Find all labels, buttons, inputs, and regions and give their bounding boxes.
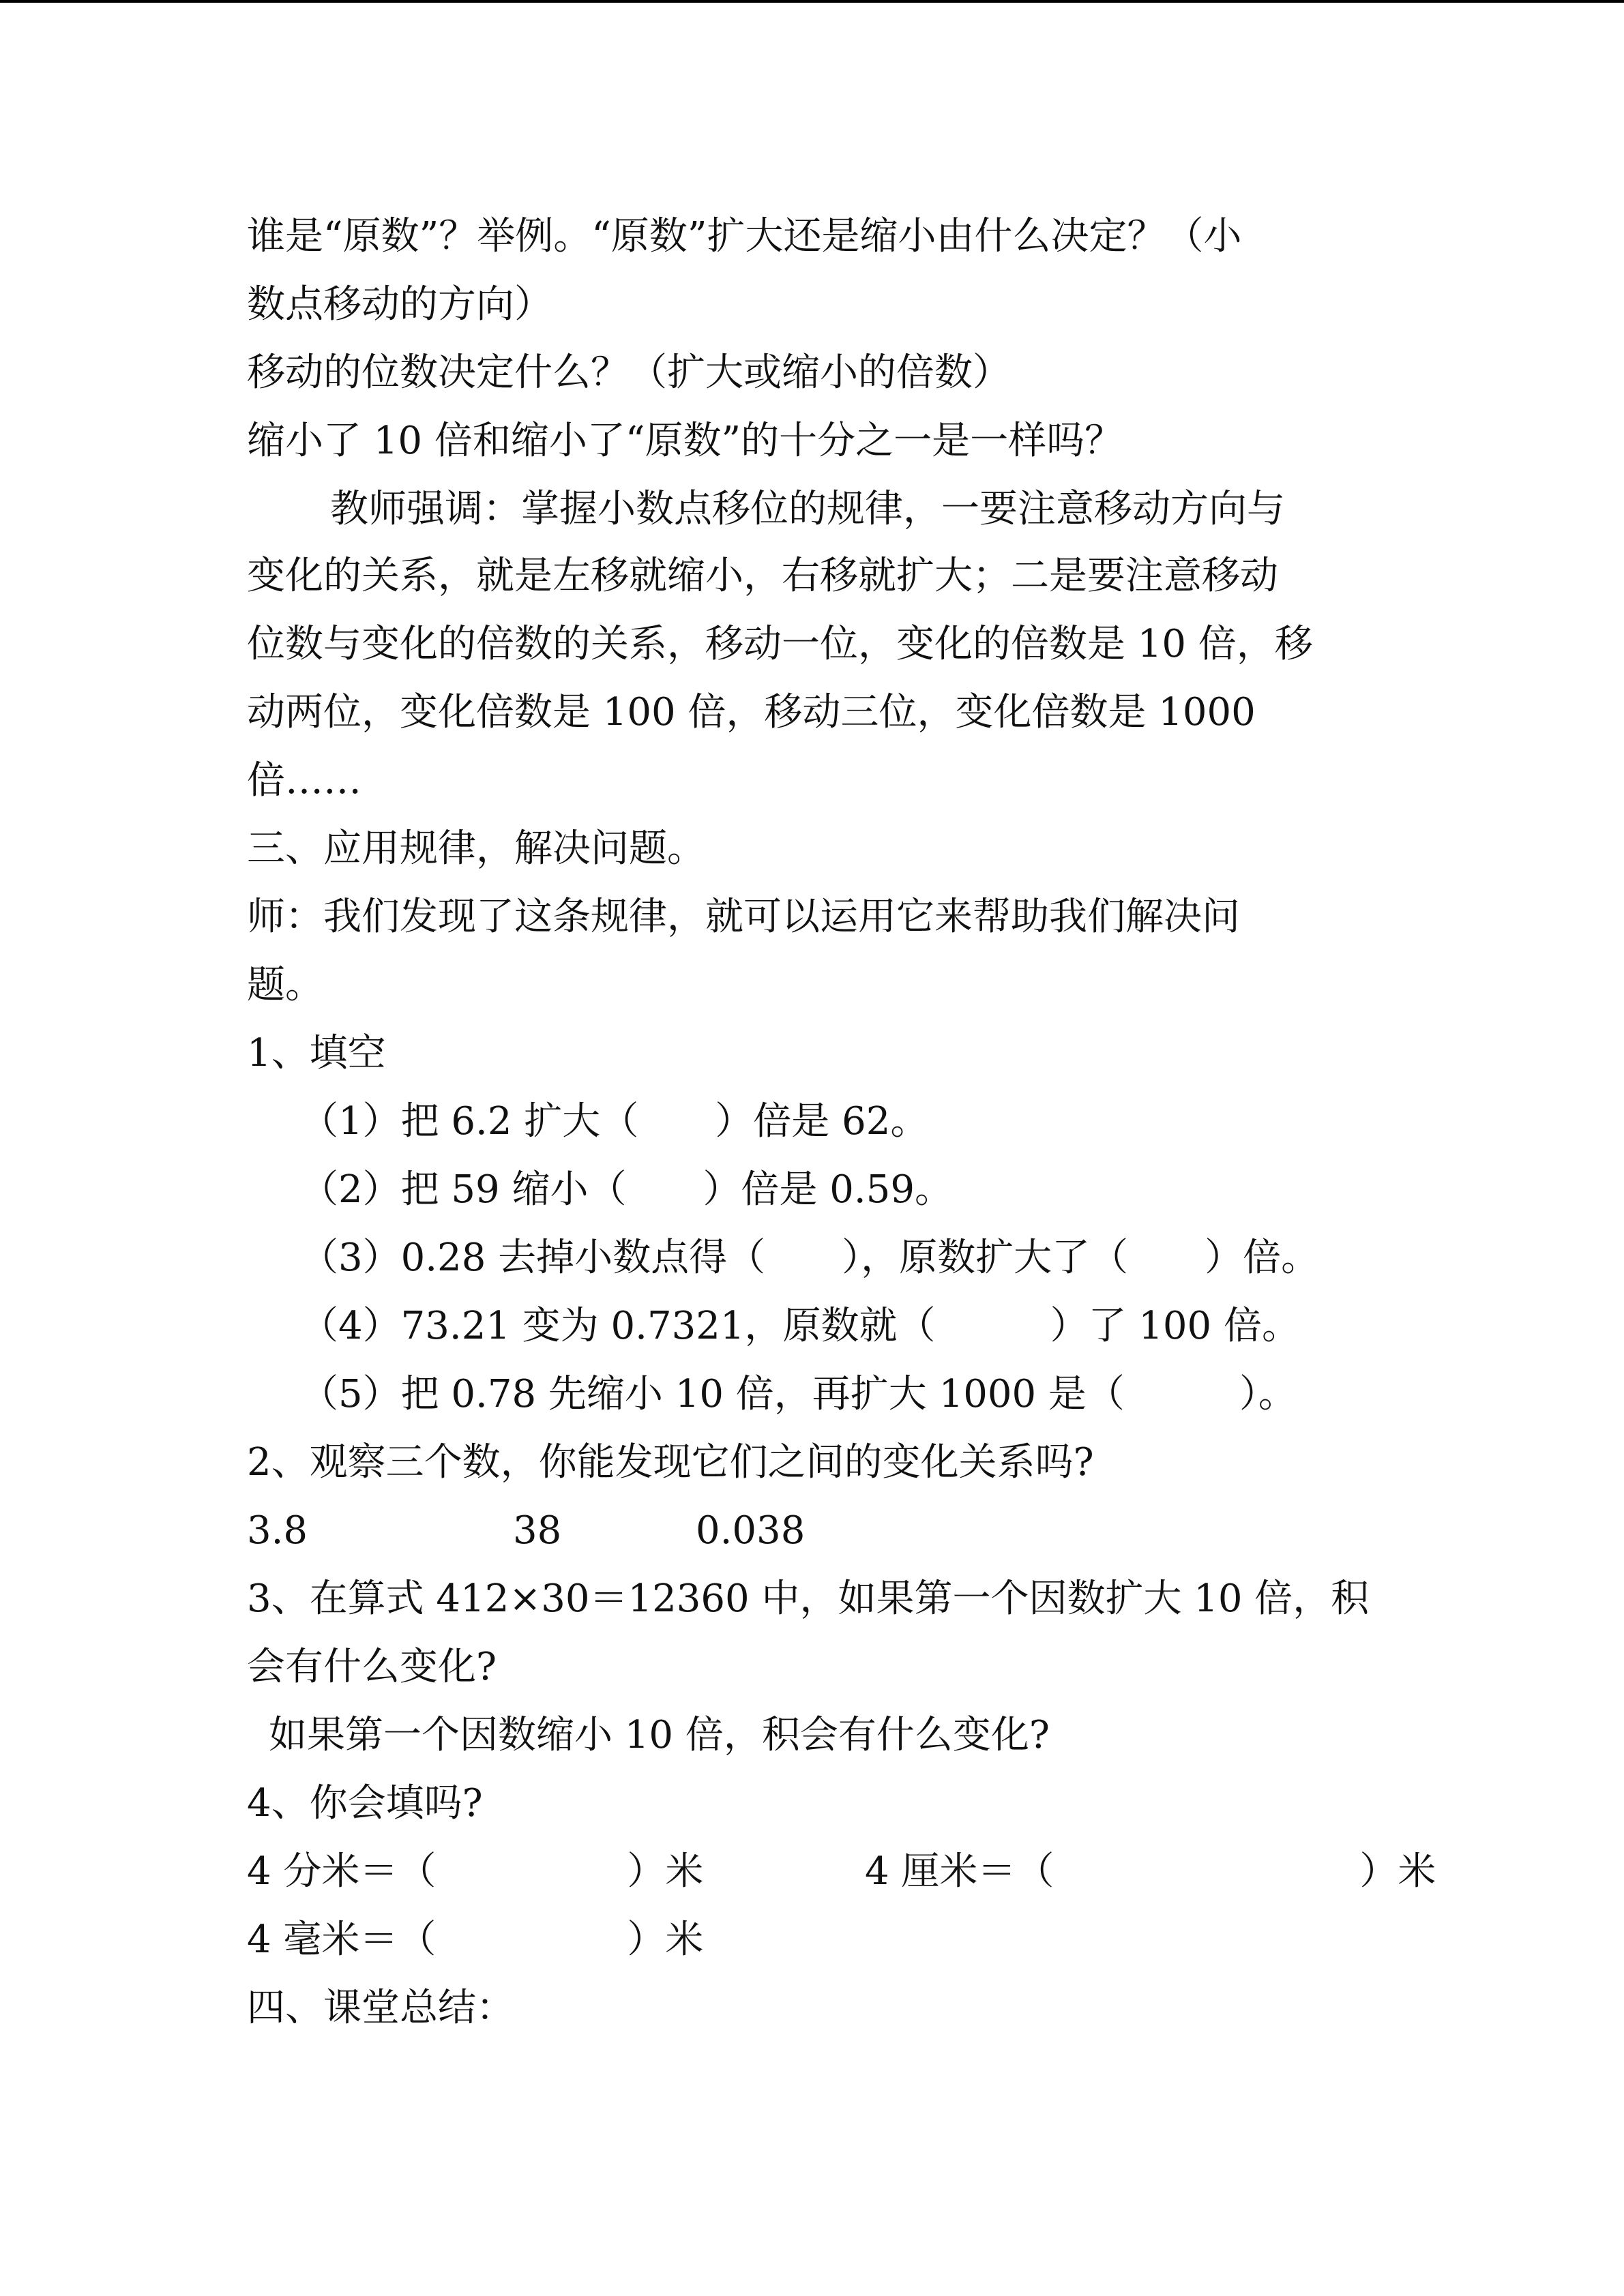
exercise-heading: 3、在算式 412×30＝12360 中，如果第一个因数扩大 10 倍，积 xyxy=(247,1577,1370,1621)
unit-conversion: 4 分米＝（ ）米 xyxy=(247,1849,704,1894)
section-heading: 三、应用规律，解决问题。 xyxy=(247,826,705,871)
text-line: 移动的位数决定什么？（扩大或缩小的倍数） xyxy=(247,351,1011,395)
page-top-border xyxy=(0,0,1624,3)
text-line: 变化的关系，就是左移就缩小，右移就扩大；二是要注意移动 xyxy=(247,554,1278,598)
text-line: 师：我们发现了这条规律，就可以运用它来帮助我们解决问 xyxy=(247,895,1240,939)
exercise-item: （3）0.28 去掉小数点得（ ），原数扩大了（ ）倍。 xyxy=(300,1236,1320,1280)
exercise-item: （1）把 6.2 扩大（ ）倍是 62。 xyxy=(300,1099,929,1144)
exercise-item: （5）把 0.78 先缩小 10 倍，再扩大 1000 是（ ）。 xyxy=(300,1372,1297,1416)
text-line: 动两位，变化倍数是 100 倍，移动三位，变化倍数是 1000 xyxy=(247,690,1256,734)
text-line: 会有什么变化? xyxy=(247,1645,497,1689)
number-value: 3.8 xyxy=(247,1508,308,1553)
exercise-item: （4）73.21 变为 0.7321，原数就（ ）了 100 倍。 xyxy=(300,1304,1300,1348)
number-value: 38 xyxy=(513,1508,562,1553)
text-line: 缩小了 10 倍和缩小了“原数”的十分之一是一样吗？ xyxy=(247,419,1123,463)
text-line: 倍…… xyxy=(247,758,361,803)
text-line: 位数与变化的倍数的关系，移动一位，变化的倍数是 10 倍，移 xyxy=(247,622,1313,666)
exercise-heading: 1、填空 xyxy=(247,1031,386,1075)
section-heading: 四、课堂总结： xyxy=(247,1986,514,2030)
exercise-heading: 2、观察三个数，你能发现它们之间的变化关系吗? xyxy=(247,1440,1094,1485)
text-line: 谁是“原数”？举例。“原数”扩大还是缩小由什么决定？（小 xyxy=(247,214,1242,258)
exercise-heading: 4、你会填吗? xyxy=(247,1781,483,1825)
text-line: 教师强调：掌握小数点移位的规律，一要注意移动方向与 xyxy=(330,487,1285,531)
unit-conversion: 4 厘米＝（ ）米 xyxy=(865,1849,1436,1894)
text-line: 题。 xyxy=(247,963,323,1007)
text-line: 如果第一个因数缩小 10 倍，积会有什么变化? xyxy=(269,1713,1050,1757)
unit-conversion: 4 毫米＝（ ）米 xyxy=(247,1918,704,1962)
text-line: 数点移动的方向） xyxy=(247,282,552,327)
number-value: 0.038 xyxy=(696,1508,806,1553)
exercise-item: （2）把 59 缩小（ ）倍是 0.59。 xyxy=(300,1167,953,1212)
